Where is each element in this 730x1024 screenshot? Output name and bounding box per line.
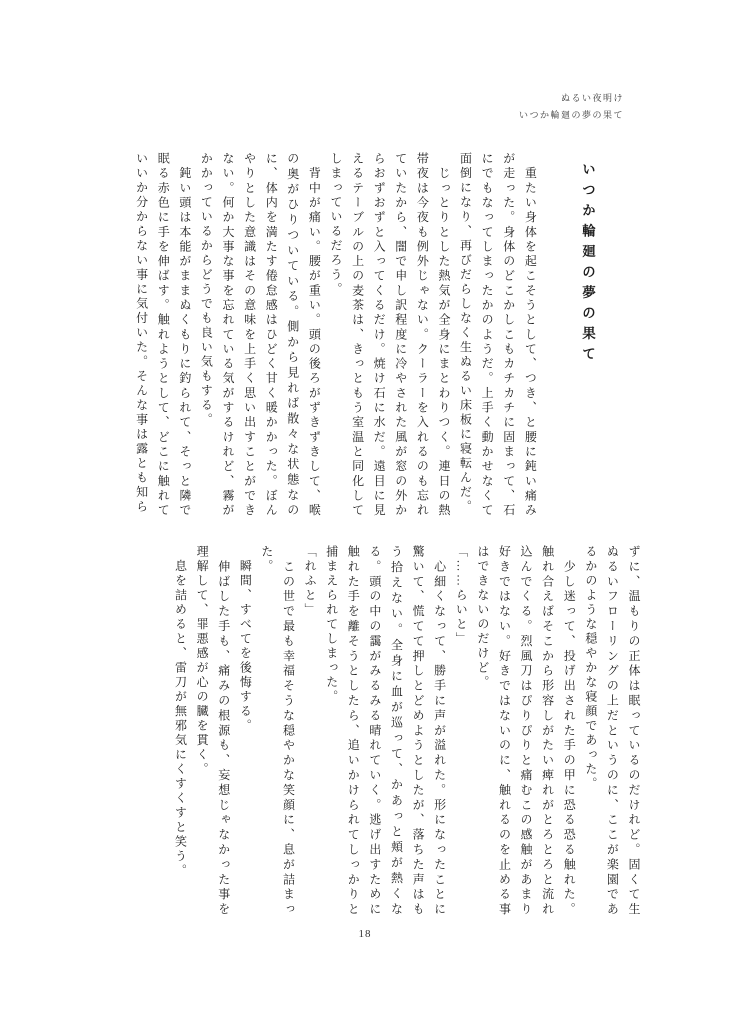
paragraph: この世で最も幸福そうな穏やかな笑顔に、息が詰まった。	[259, 545, 296, 917]
paragraph: 重たい身体を起こそうとして、つき、と腰に鈍い痛みが走った。身体のどこかしこもカチカチに固まって、石にでもなってしまったかのようだ。上手く動かせなくて面倒になり、再びだらしなく生ぬるい床板に寝転んだ。	[458, 152, 538, 518]
paragraph: 鈍い頭は本能がままぬくもりに釣られて、そっと隣で眠る赤色に手を伸ばす。触れようとして、どこに触れていいか分からない事に気付いた。そんな事は露とも知ら	[134, 152, 192, 518]
running-header-chapter-title: いつか輪廻の夢の果て	[518, 110, 624, 121]
paragraph: 瞬間、すべてを後悔する。	[238, 545, 253, 734]
paragraph: 伸ばした手も、痛みの根源も、妄想じゃなかった事を理解して、罪悪感が心の臓を貫く。	[195, 545, 231, 917]
dialogue-line: 「れふと」	[303, 545, 318, 618]
paragraph: 少し迷って、投げ出された手の甲に恐る恐る触れた。触れ合えばそこから形容しがたい痺れがとろとろと流れ込んでくる。烈風刀はぴりぴりと痛むこの感触があまり好きではない。好きではないのに、触れるのを止める事はできないのだけど。	[475, 545, 577, 917]
paragraph: 背中が痛い。腰が重い。頭の後ろがずきずきして、喉の奥がひりついている。側から見れば散々な状態なのに、体内を満たす倦怠感はひどく甘く暖かかった。ぼんやりとした意識はその意味を上手く思い出すことができない。何か大事な事を忘れている気がするけれど、霧がかかっているからどうでも良い気もする。	[199, 152, 322, 518]
running-header	[519, 90, 624, 124]
dialogue-line: 「……らいと」	[454, 545, 469, 647]
paragraph: 息を詰めると、雷刀が無邪気にくすくすと笑う。	[173, 545, 188, 879]
story-title: いつか輪廻の夢の果て	[580, 162, 595, 367]
text-block-upper	[130, 152, 602, 518]
text-block-lower	[169, 545, 644, 917]
running-header-book-title: ぬるい夜明け	[560, 93, 624, 103]
paragraph: ずに、温もりの正体は眠っているのだけれど。固くて生ぬるいフローリングの上だというのに、ここが楽園であるかのような穏やかな寝顔であった。	[583, 545, 641, 917]
paragraph: じっとりとした熱気が全身にまとわりつく。連日の熱帯夜は今夜も例外じゃない。クーラーを入れるのも忘れていたから、闇で申し訳程度に冷やされた風が窓の外からおずおずと入ってくるだけ。焼け石に水だ。遠目に見えるテーブルの上の麦茶は、きっともう室温と同化してしまっているだろう。	[328, 152, 451, 518]
page-number: 18	[358, 928, 372, 940]
paragraph: 心細くなって、勝手に声が溢れた。形になったことに驚いて、慌てて押しとどめようとしたが、落ちた声はもう拾えない。全身に血が巡って、かあっと頬が熱くなる。頭の中の靄がみるみる晴れていく。逃げ出すために触れた手を離そうとしたら、追いかけられてしっかりと捕まえられてしまった。	[324, 545, 447, 917]
